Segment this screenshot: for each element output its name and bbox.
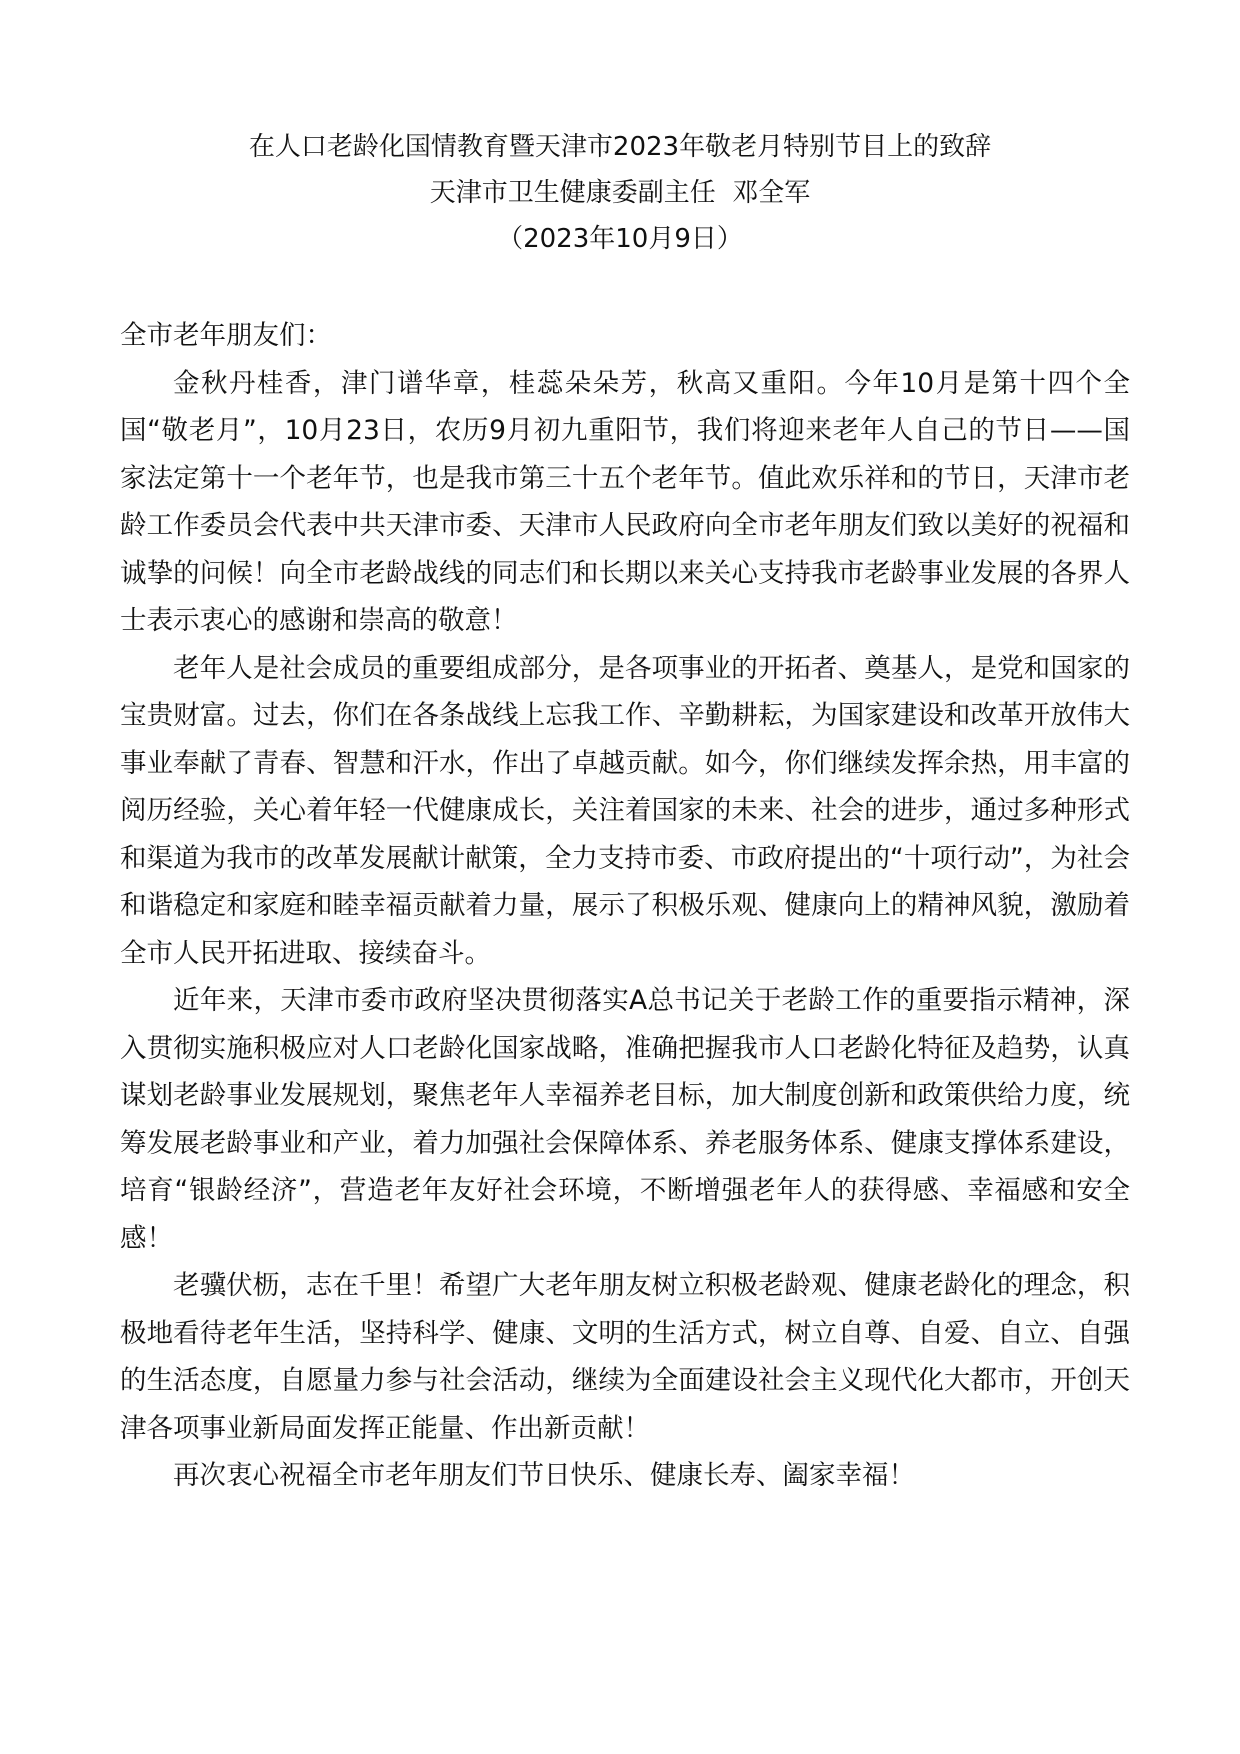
speaker-line: 天津市卫生健康委副主任 邓全军 [429, 178, 811, 208]
salutation: 全市老年朋友们： [120, 320, 332, 351]
document-body [120, 312, 1130, 1500]
paragraph: 金秋丹桂香，津门谱华章，桂蕊朵朵芳，秋高又重阳。今年10月是第十四个全国“敬老月”，10月23日，农历9月初九重阳节，我们将迎来老年人自己的节日——国家法定第十一个老年节，也是我市第三十五个老年节。值此欢乐祥和的节日，天津市老龄工作委员会代表中共天津市委、天津市人民政府向全市老年朋友们致以美好的祝福和诚挚的问候！向全市老龄战线的同志们和长期以来关心支持我市老龄事业发展的各界人士表示衷心的感谢和崇高的敬意！ [120, 367, 1130, 636]
paragraph: 再次衷心祝福全市老年朋友们节日快乐、健康长寿、阖家幸福！ [173, 1460, 915, 1491]
speech-date: （2023年10月9日） [497, 224, 743, 254]
document-title: 在人口老龄化国情教育暨天津市2023年敬老月特别节目上的致辞 [248, 132, 992, 162]
paragraph: 近年来，天津市委市政府坚决贯彻落实A总书记关于老龄工作的重要指示精神，深入贯彻实施积极应对人口老龄化国家战略，准确把握我市人口老龄化特征及趋势，认真谋划老龄事业发展规划，聚焦老年人幸福养老目标，加大制度创新和政策供给力度，统筹发展老龄事业和产业，着力加强社会保障体系、养老服务体系、健康支撑体系建设，培育“银龄经济”，营造老年友好社会环境，不断增强老年人的获得感、幸福感和安全感！ [120, 985, 1130, 1254]
document-header [0, 124, 1240, 262]
paragraph: 老骥伏枥，志在千里！希望广大老年朋友树立积极老龄观、健康老龄化的理念，积极地看待老年生活，坚持科学、健康、文明的生活方式，树立自尊、自爱、自立、自强的生活态度，自愿量力参与社会活动，继续为全面建设社会主义现代化大都市，开创天津各项事业新局面发挥正能量、作出新贡献！ [120, 1270, 1130, 1444]
paragraph: 老年人是社会成员的重要组成部分，是各项事业的开拓者、奠基人，是党和国家的宝贵财富。过去，你们在各条战线上忘我工作、辛勤耕耘，为国家建设和改革开放伟大事业奉献了青春、智慧和汗水，作出了卓越贡献。如今，你们继续发挥余热，用丰富的阅历经验，关心着年轻一代健康成长，关注着国家的未来、社会的进步，通过多种形式和渠道为我市的改革发展献计献策，全力支持市委、市政府提出的“十项行动”，为社会和谐稳定和家庭和睦幸福贡献着力量，展示了积极乐观、健康向上的精神风貌，激励着全市人民开拓进取、接续奋斗。 [120, 652, 1130, 969]
